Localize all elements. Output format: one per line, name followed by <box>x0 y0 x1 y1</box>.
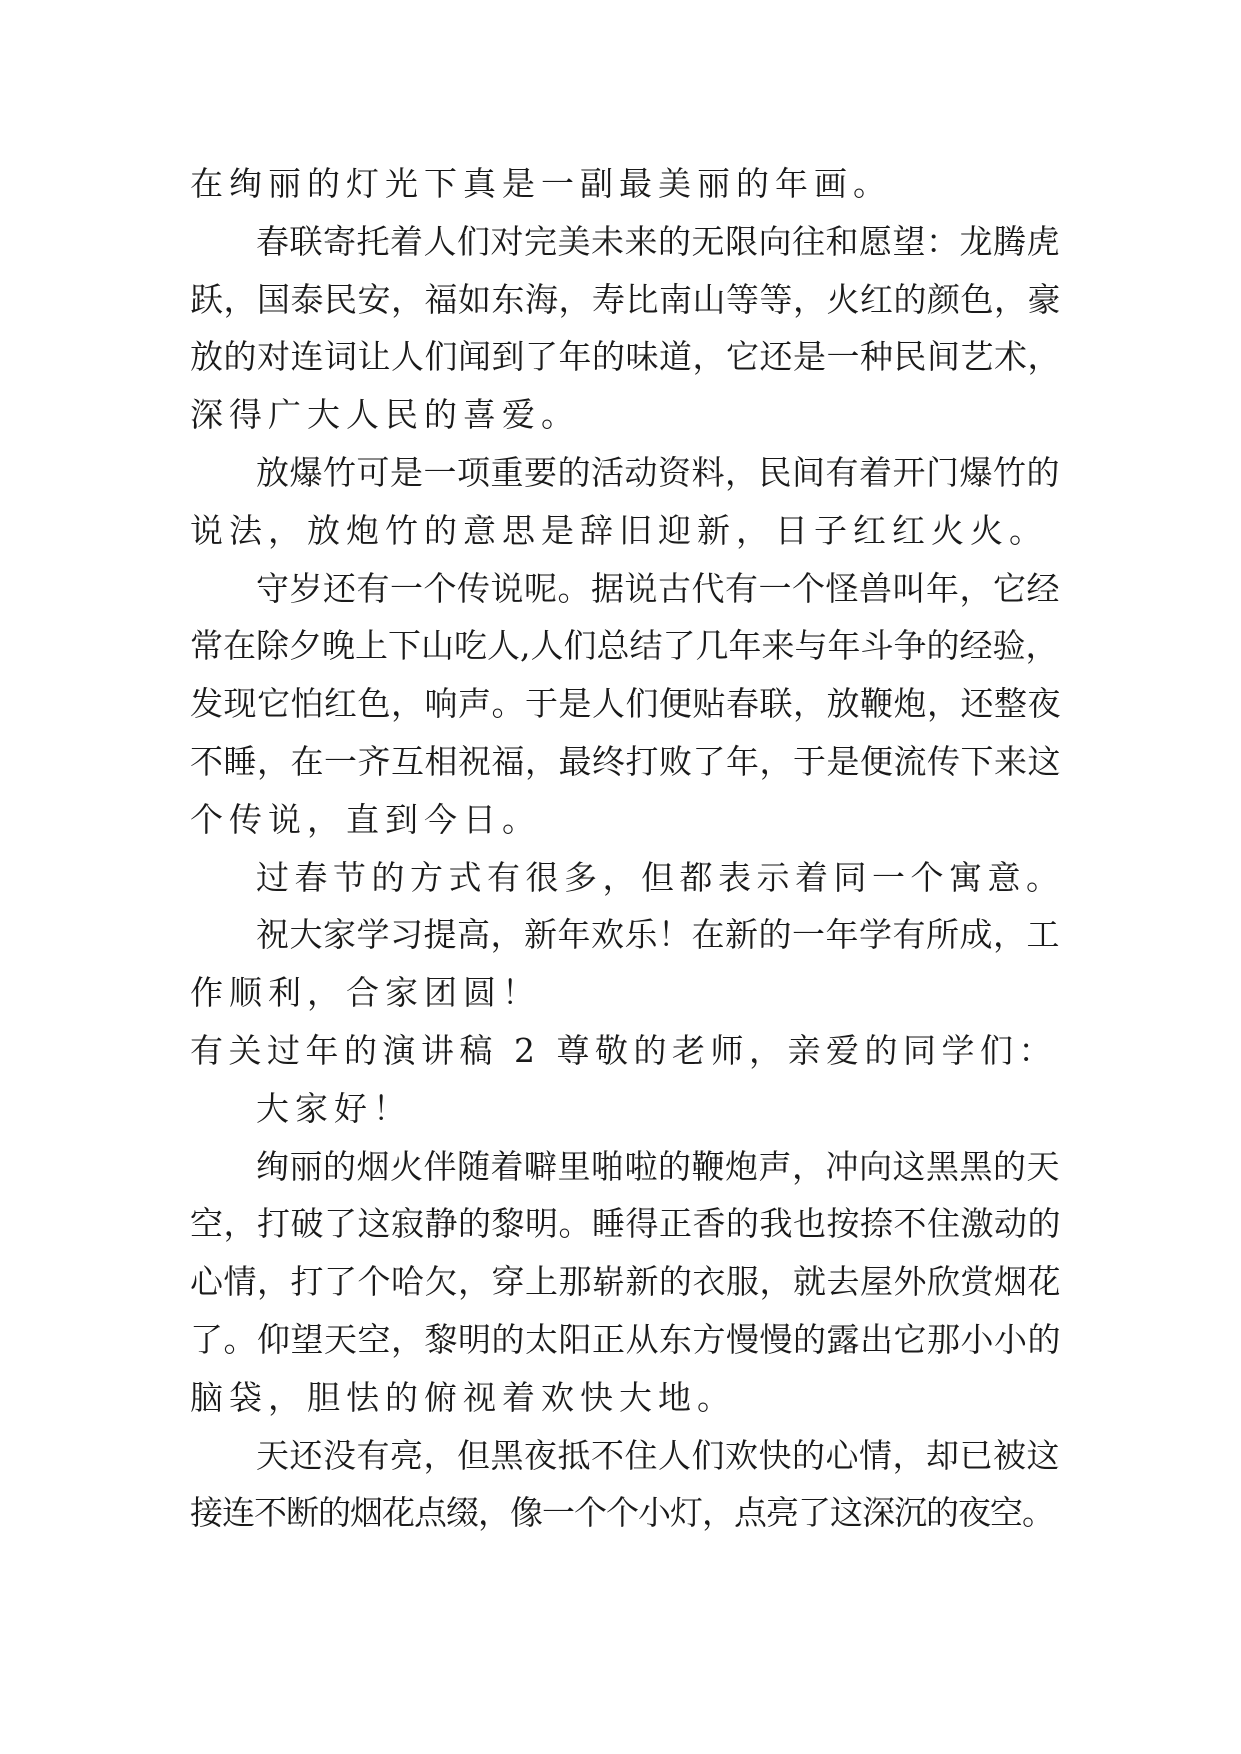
text-line: 深得广大人民的喜爱。 <box>190 395 580 435</box>
text-line: 了。仰望天空，黎明的太阳正从东方慢慢的露出它那小小的 <box>190 1319 1061 1359</box>
text-line: 发现它怕红色，响声。于是人们便贴春联，放鞭炮，还整夜 <box>190 684 1061 724</box>
text-line: 天还没有亮，但黑夜抵不住人们欢快的心情，却已被这 <box>256 1435 1060 1475</box>
text-line: 个传说，直到今日。 <box>190 799 541 839</box>
section-heading: 有关过年的演讲稿 2 尊敬的老师，亲爱的同学们： <box>190 1030 1057 1070</box>
text-line: 祝大家学习提高，新年欢乐！在新的一年学有所成，工 <box>256 915 1060 955</box>
text-line: 大家好！ <box>256 1088 412 1128</box>
text-line: 春联寄托着人们对完美未来的无限向往和愿望：龙腾虎 <box>256 221 1060 261</box>
document-body <box>190 155 1065 1542</box>
text-line: 跃，国泰民安，福如东海，寿比南山等等，火红的颜色，豪 <box>190 279 1061 319</box>
text-line: 脑袋，胆怯的俯视着欢快大地。 <box>190 1377 736 1417</box>
text-line: 过春节的方式有很多，但都表示着同一个寓意。 <box>256 857 1065 897</box>
text-line: 绚丽的烟火伴随着噼里啪啦的鞭炮声，冲向这黑黑的天 <box>256 1146 1060 1186</box>
text-line: 心情，打了个哈欠，穿上那崭新的衣服，就去屋外欣赏烟花 <box>190 1262 1061 1302</box>
text-line: 放爆竹可是一项重要的活动资料，民间有着开门爆竹的 <box>256 452 1060 492</box>
text-line: 接连不断的烟花点缀，像一个个小灯，点亮了这深沉的夜空。 <box>190 1493 1054 1533</box>
text-line: 常在除夕晚上下山吃人,人们总结了几年来与年斗争的经验， <box>190 626 1059 666</box>
text-line: 作顺利，合家团圆！ <box>190 973 541 1013</box>
text-line: 不睡，在一齐互相祝福，最终打败了年，于是便流传下来这 <box>190 741 1061 781</box>
text-line: 空，打破了这寂静的黎明。睡得正香的我也按捺不住激动的 <box>190 1204 1061 1244</box>
text-line: 守岁还有一个传说呢。据说古代有一个怪兽叫年，它经 <box>256 568 1060 608</box>
text-line: 说法，放炮竹的意思是辞旧迎新，日子红红火火。 <box>190 510 1048 550</box>
text-line: 放的对连词让人们闻到了年的味道，它还是一种民间艺术， <box>190 337 1061 377</box>
text-line: 在绚丽的灯光下真是一副最美丽的年画。 <box>190 164 892 203</box>
